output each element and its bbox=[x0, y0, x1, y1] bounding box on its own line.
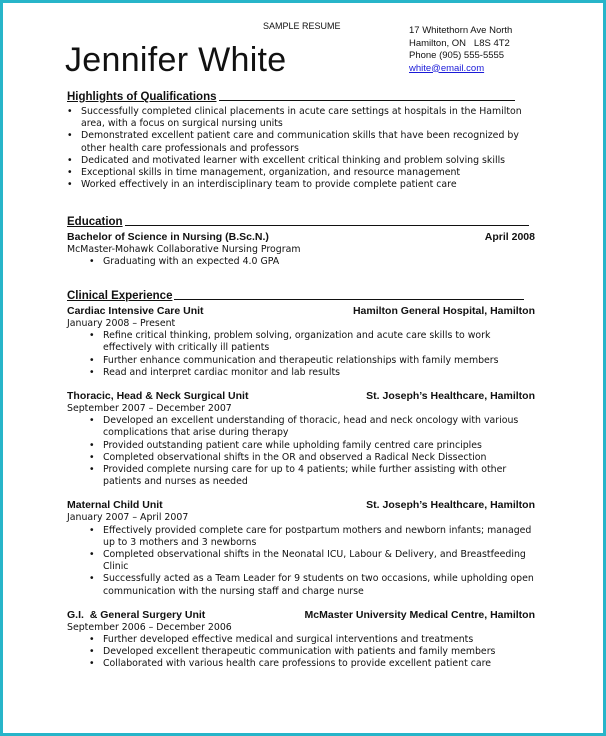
job-dates: September 2006 – December 2006 bbox=[67, 621, 232, 633]
address-line-1: 17 Whitethorn Ave North bbox=[409, 25, 513, 36]
list-item: • Read and interpret cardiac monitor and lab results bbox=[67, 367, 535, 379]
job-dates: January 2008 – Present bbox=[67, 318, 176, 329]
program: McMaster-Mohawk Collaborative Nursing Program bbox=[67, 244, 301, 255]
list-item: • Developed excellent therapeutic communication with patients and family members bbox=[67, 646, 535, 658]
job-place: McMaster University Medical Centre, Hamilton bbox=[304, 608, 535, 621]
list-item: • Worked effectively in an interdisciplinary team to provide complete patient care bbox=[67, 179, 535, 191]
job-entry bbox=[67, 305, 535, 379]
list-item: • Collaborated with various health care professions to provide excellent patient care bbox=[67, 658, 535, 670]
list-item: • Graduating with an expected 4.0 GPA bbox=[67, 256, 535, 268]
job-header bbox=[67, 305, 535, 318]
list-item: • Successfully acted as a Team Leader for 9 students on two occasions, while upholding open communication with the nursing staff and charge nurse bbox=[67, 573, 535, 597]
list-item: • Dedicated and motivated learner with excellent critical thinking and problem solving skills bbox=[67, 155, 535, 167]
job-duties bbox=[67, 525, 535, 598]
phone: Phone (905) 555-5555 bbox=[409, 50, 505, 61]
education-section bbox=[67, 216, 535, 268]
job-entry bbox=[67, 390, 535, 488]
list-item: • Provided complete nursing care for up to 4 patients; while further assisting with other patients and nurses as needed bbox=[67, 464, 535, 488]
job-place: Hamilton General Hospital, Hamilton bbox=[352, 305, 535, 317]
job-unit: Cardiac Intensive Care Unit bbox=[67, 305, 204, 317]
section-title-experience bbox=[67, 290, 535, 302]
list-item: • Completed observational shifts in the Neonatal ICU, Labour & Delivery, and Breastfeeding Clinic bbox=[67, 549, 535, 573]
sample-resume-label: SAMPLE RESUME bbox=[263, 21, 341, 31]
list-item: • Further enhance communication and therapeutic relationships with family members bbox=[67, 355, 535, 367]
list-item: • Successfully completed clinical placements in acute care settings at hospitals in the Hamilton area, with a focus on surgical nursing units bbox=[67, 106, 535, 130]
degree: Bachelor of Science in Nursing (B.Sc.N.) bbox=[67, 231, 269, 243]
list-item: • Completed observational shifts in the OR and observed a Radical Neck Dissection bbox=[67, 452, 535, 464]
job-entry bbox=[67, 499, 535, 597]
degree-date: April 2008 bbox=[484, 231, 535, 243]
job-dates: January 2007 – April 2007 bbox=[67, 512, 189, 524]
list-item: • Exceptional skills in time management, organization, and resource management bbox=[67, 167, 535, 179]
job-unit: Thoracic, Head & Neck Surgical Unit bbox=[67, 390, 249, 403]
list-item: • Developed an excellent understanding of thoracic, head and neck oncology with various complications that arise during therapy bbox=[67, 415, 535, 439]
list-item: • Refine critical thinking, problem solving, organization and acute care skills to work effectively with critically ill patients bbox=[67, 330, 535, 354]
job-duties bbox=[67, 330, 535, 379]
degree-row bbox=[67, 231, 535, 244]
list-item: • Provided outstanding patient care while upholding family centred care principles bbox=[67, 440, 535, 452]
applicant-name: Jennifer White bbox=[65, 41, 287, 79]
highlights-list bbox=[67, 106, 535, 191]
section-title-education bbox=[67, 216, 535, 228]
job-header bbox=[67, 609, 535, 622]
job-header bbox=[67, 390, 535, 403]
job-place: St. Joseph’s Healthcare, Hamilton bbox=[366, 499, 535, 512]
list-item: • Demonstrated excellent patient care and communication skills that have been recognized by other health care professionals and professors bbox=[67, 130, 535, 154]
job-header bbox=[67, 499, 535, 512]
list-item: • Further developed effective medical and surgical interventions and treatments bbox=[67, 634, 535, 646]
address-line-2: Hamilton, ON L8S 4T2 bbox=[409, 37, 510, 49]
job-unit: Maternal Child Unit bbox=[67, 499, 163, 512]
highlights-section bbox=[67, 91, 535, 191]
education-list bbox=[67, 256, 535, 268]
experience-section bbox=[67, 290, 535, 682]
job-place: St. Joseph’s Healthcare, Hamilton bbox=[366, 390, 535, 403]
section-title-highlights bbox=[67, 91, 535, 103]
job-dates: September 2007 – December 2007 bbox=[67, 403, 232, 415]
education-title-text: Education bbox=[67, 216, 123, 228]
contact-block bbox=[409, 25, 512, 75]
email-link[interactable]: white@email.com bbox=[409, 62, 485, 74]
job-duties bbox=[67, 415, 535, 488]
experience-title-text: Clinical Experience bbox=[67, 290, 173, 302]
list-item: • Effectively provided complete care for postpartum mothers and newborn infants; managed up to 3 mothers and 3 newborns bbox=[67, 525, 535, 549]
highlights-title-text: Highlights of Qualifications bbox=[67, 91, 217, 103]
job-duties bbox=[67, 634, 535, 671]
job-entry bbox=[67, 609, 535, 671]
job-unit: G.I. & General Surgery Unit bbox=[67, 608, 206, 621]
